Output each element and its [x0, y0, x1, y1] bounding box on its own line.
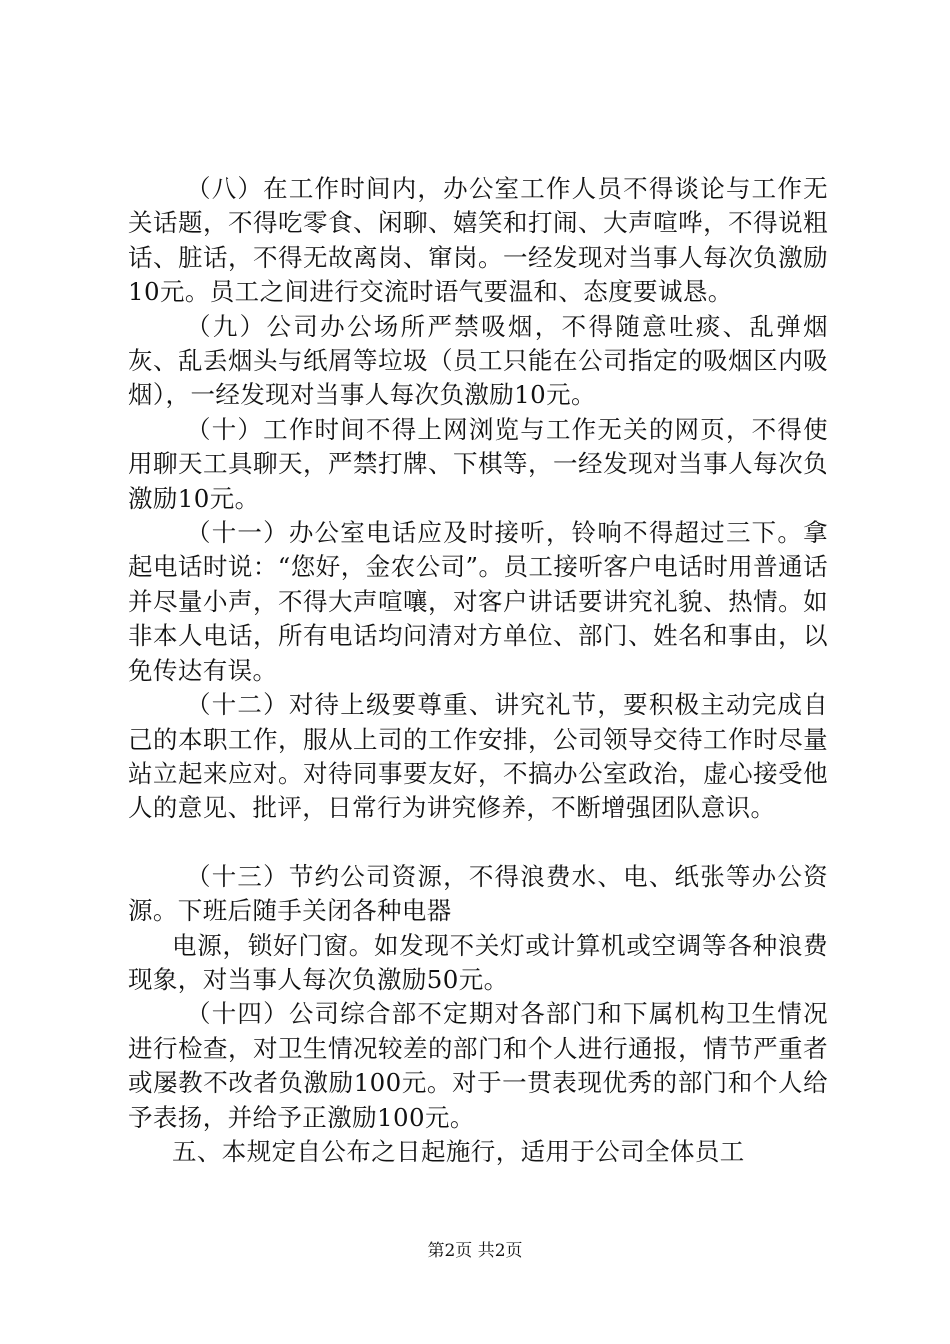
paragraph-10: （十）工作时间不得上网浏览与工作无关的网页，不得使用聊天工具聊天，严禁打牌、下棋等，一经发现对当事人每次负激励10元。 [128, 414, 828, 513]
paragraph-13: （十三）节约公司资源，不得浪费水、电、纸张等办公资源。下班后随手关闭各种电器 [128, 861, 828, 926]
paragraph-14: （十四）公司综合部不定期对各部门和下属机构卫生情况进行检查，对卫生情况较差的部门和个人进行通报，情节严重者或屡教不改者负激励100元。对于一贯表现优秀的部门和个人给予表扬，并给予正激励100元。 [128, 999, 828, 1132]
paragraph-9: （九）公司办公场所严禁吸烟，不得随意吐痰、乱弹烟灰、乱丢烟头与纸屑等垃圾（员工只能在公司指定的吸烟区内吸烟），一经发现对当事人每次负激励10元。 [128, 311, 828, 410]
paragraph-13-continued: 电源，锁好门窗。如发现不关灯或计算机或空调等各种浪费现象，对当事人每次负激励50元。 [128, 930, 828, 994]
document-body [128, 172, 828, 1169]
page-footer: 第2页 共2页 [427, 1241, 523, 1261]
paragraph-8: （八）在工作时间内，办公室工作人员不得谈论与工作无关话题，不得吃零食、闲聊、嬉笑和打闹、大声喧哗，不得说粗话、脏话，不得无故离岗、窜岗。一经发现对当事人每次负激励10元。员工之间进行交流时语气要温和、态度要诚恳。 [128, 174, 828, 307]
paragraph-12: （十二）对待上级要尊重、讲究礼节，要积极主动完成自己的本职工作，服从上司的工作安排，公司领导交待工作时尽量站立起来应对。对待同事要友好，不搞办公室政治，虚心接受他人的意见、批评，日常行为讲究修养，不断增强团队意识。 [128, 690, 828, 823]
paragraph-section-5: 五、本规定自公布之日起施行，适用于公司全体员工 [172, 1136, 745, 1166]
paragraph-11: （十一）办公室电话应及时接听，铃响不得超过三下。拿起电话时说：“您好，金农公司”。员工接听客户电话时用普通话并尽量小声，不得大声喧嚷，对客户讲话要讲究礼貌、热情。如非本人电话，所有电话均问清对方单位、部门、姓名和事由，以免传达有误。 [128, 518, 828, 685]
